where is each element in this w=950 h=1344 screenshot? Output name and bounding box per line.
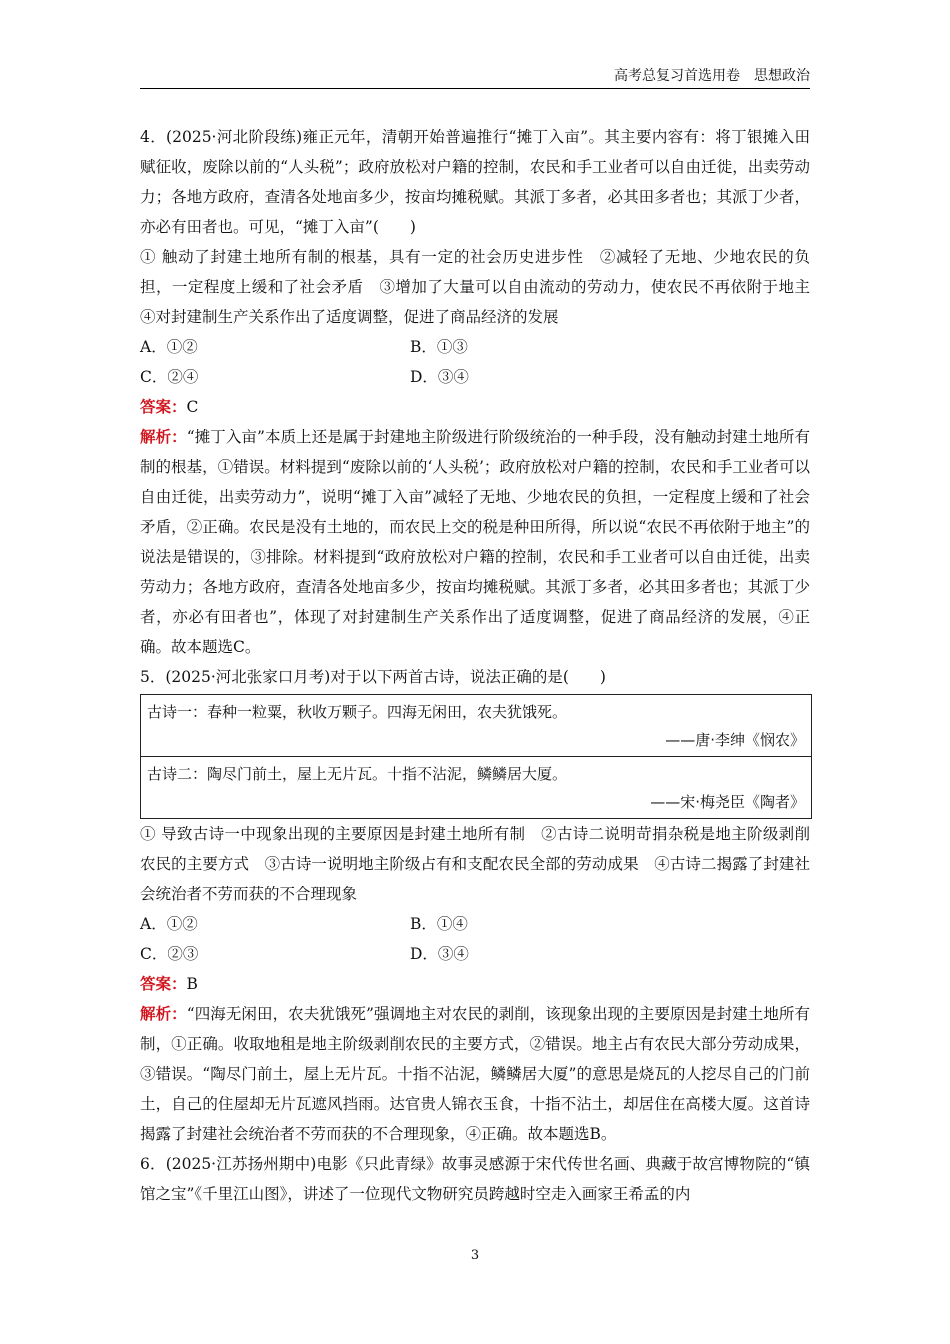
q4-option-d: D．③④ bbox=[410, 368, 469, 386]
q4-answer bbox=[140, 392, 810, 422]
q4-option-c: C．②④ bbox=[140, 368, 199, 386]
q5-analysis-text: “四海无闲田，农夫犹饿死”强调地主对农民的剥削，该现象出现的主要原因是封建土地所有制，①正确。收取地租是地主阶级剥削农民的主要方式，②错误。地主占有农民大部分劳动成果，③错误。“陶尽门前土，屋上无片瓦。十指不沾泥，鳞鳞居大厦”的意思是烧瓦的人挖尽自己的门前土，自己的住屋却无片瓦遮风挡雨。达官贵人锦衣玉食，十指不沾土，却居住在高楼大厦。这首诗揭露了封建社会统治者不劳而获的不合理现象，④正确。故本题选B。 bbox=[140, 1005, 810, 1143]
q4-statements: ① 触动了封建土地所有制的根基，具有一定的社会历史进步性 ②减轻了无地、少地农民的负担，一定程度上缓和了社会矛盾 ③增加了大量可以自由流动的劳动力，使农民不再依附于地主 ④对封建制生产关系作出了适度调整，促进了商品经济的发展 bbox=[140, 248, 826, 326]
header-rule bbox=[140, 88, 810, 89]
page-content bbox=[140, 122, 826, 1209]
q5-options-row-2 bbox=[140, 939, 810, 969]
q4-answer-label: 答案： bbox=[140, 397, 187, 416]
q5-answer-label: 答案： bbox=[140, 974, 187, 993]
q5-analysis-label: 解析： bbox=[140, 1004, 187, 1023]
page-number: 3 bbox=[470, 1248, 480, 1263]
q5-poem-2 bbox=[141, 756, 811, 818]
q5-poem-1-text: 古诗一：春种一粒粟，秋收万颗子。四海无闲田，农夫犹饿死。 bbox=[147, 703, 568, 721]
q5-option-b: B．①④ bbox=[410, 915, 468, 933]
running-header: 高考总复习首选用卷 思想政治 bbox=[614, 68, 810, 84]
q5-poem-2-text: 古诗二：陶尽门前土，屋上无片瓦。十指不沾泥，鳞鳞居大厦。 bbox=[147, 765, 568, 783]
q5-poem-2-source: ——宋·梅尧臣《陶者》 bbox=[650, 793, 805, 811]
q6-stem: 6．(2025·江苏扬州期中)电影《只此青绿》故事灵感源于宋代传世名画、典藏于故宫博物院的“镇馆之宝”《千里江山图》，讲述了一位现代文物研究员跨越时空走入画家王希孟的内 bbox=[140, 1155, 810, 1203]
q5-poem-1-source: ——唐·李绅《悯农》 bbox=[665, 731, 805, 749]
q5-option-d: D．③④ bbox=[410, 945, 469, 963]
q4-answer-value: C bbox=[186, 398, 199, 416]
q4-option-b: B．①③ bbox=[410, 338, 468, 356]
q4-options-row-2 bbox=[140, 362, 810, 392]
q5-option-a: A．①② bbox=[140, 915, 198, 933]
q4-stem: 4．(2025·河北阶段练)雍正元年，清朝开始普遍推行“摊丁入亩”。其主要内容有：将丁银摊入田赋征收，废除以前的“人头税”；政府放松对户籍的控制，农民和手工业者可以自由迁徙，出卖劳动力；各地方政府，查清各处地亩多少，按亩均摊税赋。其派丁多者，必其田多者也；其派丁少者，亦必有田者也。可见，“摊丁入亩”( ) bbox=[140, 128, 810, 236]
q4-analysis-label: 解析： bbox=[140, 427, 187, 446]
q5-option-c: C．②③ bbox=[140, 945, 199, 963]
q4-options-row-1 bbox=[140, 332, 810, 362]
q4-analysis-text: “摊丁入亩”本质上还是属于封建地主阶级进行阶级统治的一种手段，没有触动封建土地所有制的根基，①错误。材料提到“废除以前的‘人头税’；政府放松对户籍的控制，农民和手工业者可以自由迁徙，出卖劳动力”，说明“摊丁入亩”减轻了无地、少地农民的负担，一定程度上缓和了社会矛盾，②正确。农民是没有土地的，而农民上交的税是种田所得，所以说“农民不再依附于地主”的说法是错误的，③排除。材料提到“政府放松对户籍的控制，农民和手工业者可以自由迁徙，出卖劳动力；各地方政府，查清各处地亩多少，按亩均摊税赋。其派丁多者，必其田多者也；其派丁少者，亦必有田者也”，体现了对封建制生产关系作出了适度调整，促进了商品经济的发展，④正确。故本题选C。 bbox=[140, 428, 810, 656]
q4-option-a: A．①② bbox=[140, 338, 198, 356]
q5-answer-value: B bbox=[186, 975, 198, 993]
q5-answer bbox=[140, 969, 810, 999]
q5-poem-1 bbox=[141, 695, 811, 756]
q5-stem: 5．(2025·河北张家口月考)对于以下两首古诗，说法正确的是( ) bbox=[140, 668, 606, 686]
q5-statements: ① 导致古诗一中现象出现的主要原因是封建土地所有制 ②古诗二说明苛捐杂税是地主阶级剥削农民的主要方式 ③古诗一说明地主阶级占有和支配农民全部的劳动成果 ④古诗二揭露了封建社会统治者不劳而获的不合理现象 bbox=[140, 825, 810, 903]
q5-analysis bbox=[140, 999, 810, 1149]
q5-options-row-1 bbox=[140, 909, 810, 939]
q4-analysis bbox=[140, 422, 810, 662]
q5-poem-table bbox=[140, 694, 812, 819]
